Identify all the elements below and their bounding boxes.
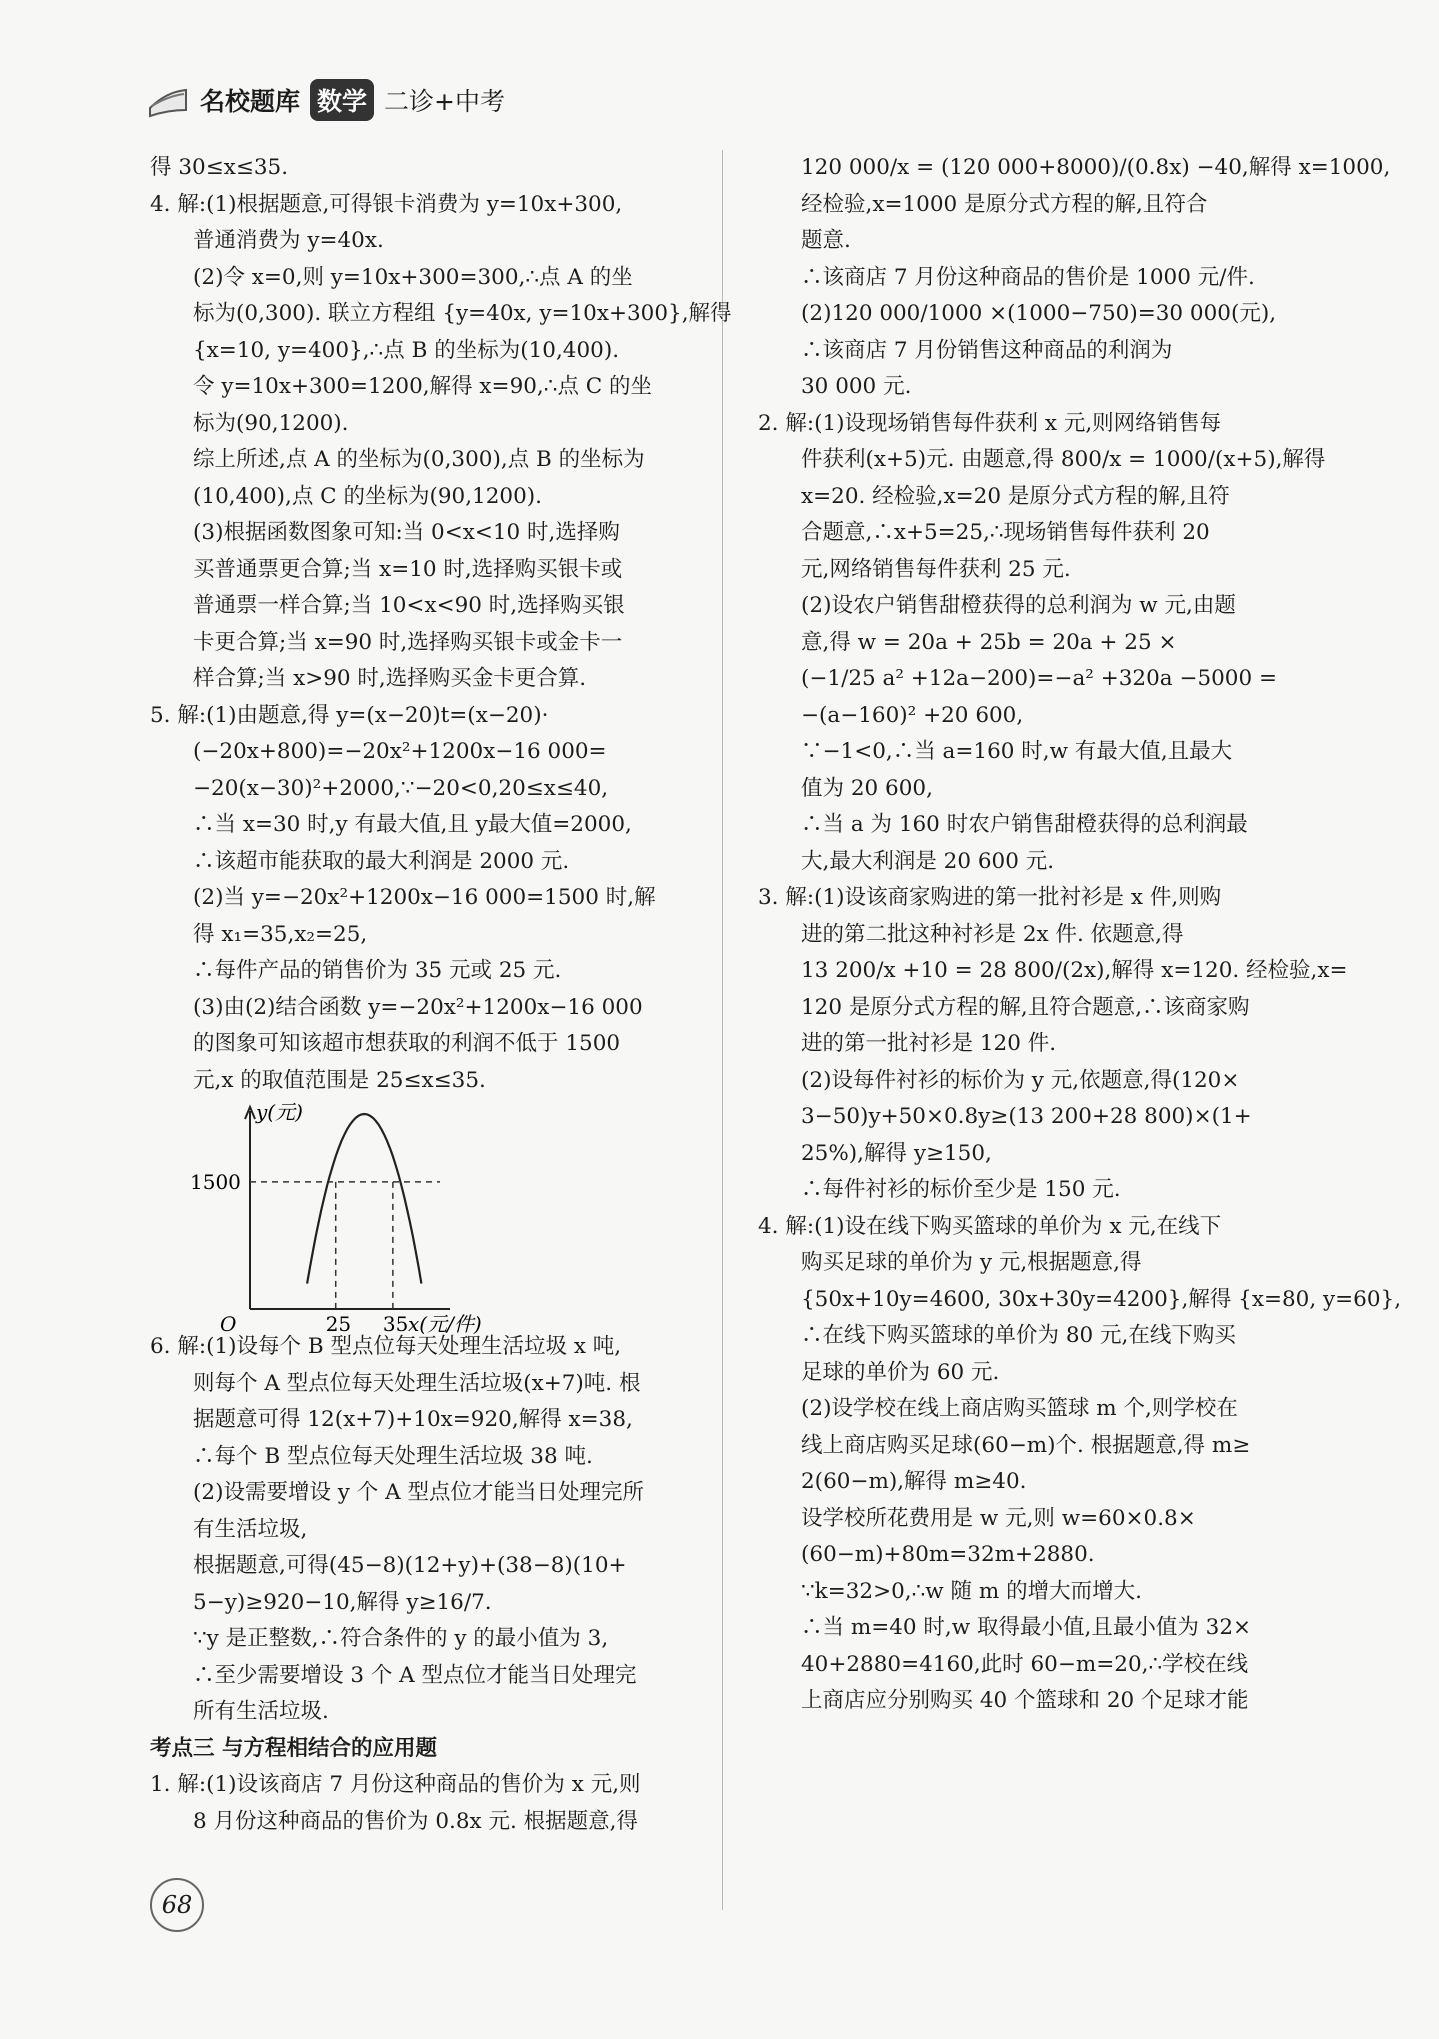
text-line: 6. 解:(1)设每个 B 型点位每天处理生活垃圾 x 吨, [150, 1334, 622, 1359]
text-line: (2)令 x=0,则 y=10x+300=300,∴点 A 的坐 [193, 264, 633, 290]
text-line: 的图象可知该超市想获取的利润不低于 1500 [193, 1031, 621, 1056]
brand-title: 名校题库 [200, 87, 301, 116]
text-line: 标为(0,300). 联立方程组 {y=40x, y=10x+300},解得 [193, 301, 732, 326]
edition-label: 二诊+中考 [384, 87, 505, 116]
column-divider [722, 150, 723, 1910]
text-line: 元,网络销售每件获利 25 元. [801, 556, 1071, 582]
text-line: 购买足球的单价为 y 元,根据题意,得 [801, 1250, 1142, 1275]
text-line: 4. 解:(1)根据题意,可得银卡消费为 y=10x+300, [150, 191, 623, 217]
y-tick-label: 1500 [190, 1169, 241, 1194]
x-axis-label: x(元/件) [408, 1312, 482, 1336]
subject-badge: 数学 [310, 79, 374, 121]
text-line: 设学校所花费用是 w 元,则 w=60×0.8× [801, 1505, 1196, 1531]
text-line: ∴该商店 7 月份销售这种商品的利润为 [801, 337, 1173, 363]
text-line: ∴在线下购买篮球的单价为 80 元,在线下购买 [801, 1323, 1236, 1348]
text-line: 件获利(x+5)元. 由题意,得 800/x = 1000/(x+5),解得 [801, 447, 1326, 472]
page-header [146, 74, 505, 126]
right-column [758, 150, 1402, 1720]
text-line: −(a−160)² +20 600, [801, 702, 1024, 728]
text-line: 题意. [801, 228, 851, 253]
text-line: 足球的单价为 60 元. [801, 1359, 1000, 1385]
text-line: ∴当 x=30 时,y 有最大值,且 y最大值=2000, [193, 812, 632, 837]
text-line: 13 200/x +10 = 28 800/(2x),解得 x=120. 经检验,x= [801, 958, 1348, 983]
text-line: (60−m)+80m=32m+2880. [801, 1542, 1095, 1567]
text-line: 3. 解:(1)设该商家购进的第一批衬衫是 x 件,则购 [758, 885, 1222, 910]
text-line: 有生活垃圾, [193, 1516, 308, 1542]
text-line: 买普通票更合算;当 x=10 时,选择购买银卡或 [193, 556, 623, 582]
text-line: 令 y=10x+300=1200,解得 x=90,∴点 C 的坐 [193, 374, 653, 399]
text-line: (2)120 000/1000 ×(1000−750)=30 000(元), [801, 301, 1277, 326]
text-line: −20(x−30)²+2000,∵−20<0,20≤x≤40, [193, 775, 609, 801]
text-line: (−20x+800)=−20x²+1200x−16 000= [193, 739, 607, 764]
text-line: {50x+10y=4600, 30x+30y=4200},解得 {x=80, y=60}, [801, 1286, 1402, 1312]
text-line: 据题意可得 12(x+7)+10x=920,解得 x=38, [193, 1407, 633, 1432]
text-line: 2. 解:(1)设现场销售每件获利 x 元,则网络销售每 [758, 410, 1222, 436]
text-line: ∴当 m=40 时,w 取得最小值,且最小值为 32× [801, 1615, 1252, 1640]
text-line: 120 是原分式方程的解,且符合题意,∴该商家购 [801, 994, 1250, 1020]
text-line: 值为 20 600, [801, 775, 933, 801]
text-line: (2)设学校在线上商店购买篮球 m 个,则学校在 [801, 1396, 1238, 1421]
text-line: 线上商店购买足球(60−m)个. 根据题意,得 m≥ [801, 1432, 1251, 1458]
x-tick-label: 35 [382, 1312, 409, 1336]
text-line: (2)设每件衬衫的标价为 y 元,依题意,得(120× [801, 1067, 1240, 1093]
text-line: 1. 解:(1)设该商店 7 月份这种商品的售价为 x 元,则 [150, 1772, 641, 1797]
text-line: (−1/25 a² +12a−200)=−a² +320a −5000 = [801, 666, 1278, 691]
text-line: ∴该商店 7 月份这种商品的售价是 1000 元/件. [801, 264, 1255, 290]
text-line: 普通票一样合算;当 10<x<90 时,选择购买银 [193, 593, 625, 618]
text-line: 经检验,x=1000 是原分式方程的解,且符合 [801, 191, 1208, 217]
origin-label: O [220, 1312, 237, 1336]
parabola-curve [307, 1114, 421, 1284]
page-number: 68 [150, 1878, 204, 1932]
text-line: 25%),解得 y≥150, [801, 1140, 992, 1166]
text-line: 8 月份这种商品的售价为 0.8x 元. 根据题意,得 [193, 1808, 639, 1834]
x-tick-label: 25 [325, 1312, 352, 1336]
y-axis-label: y(元) [256, 1100, 303, 1124]
text-line: 120 000/x = (120 000+8000)/(0.8x) −40,解得 x=1000, [801, 155, 1391, 180]
text-line: 样合算;当 x>90 时,选择购买金卡更合算. [193, 666, 587, 691]
text-line: (3)由(2)结合函数 y=−20x²+1200x−16 000 [193, 994, 643, 1020]
text-line: (3)根据函数图象可知:当 0<x<10 时,选择购 [193, 520, 620, 545]
text-line: ∴当 a 为 160 时农户销售甜橙获得的总利润最 [801, 812, 1248, 837]
text-line: ∵k=32>0,∴w 随 m 的增大而增大. [801, 1578, 1142, 1604]
text-line: ∴该超市能获取的最大利润是 2000 元. [193, 848, 570, 874]
text-line: {x=10, y=400},∴点 B 的坐标为(10,400). [193, 337, 620, 363]
text-line: 得 x₁=35,x₂=25, [193, 921, 368, 947]
text-line: 30 000 元. [801, 374, 912, 399]
text-line: (10,400),点 C 的坐标为(90,1200). [193, 483, 542, 509]
text-line: (2)设需要增设 y 个 A 型点位才能当日处理完所 [193, 1480, 644, 1505]
text-line: 上商店应分别购买 40 个篮球和 20 个足球才能 [801, 1688, 1249, 1713]
text-line: 40+2880=4160,此时 60−m=20,∴学校在线 [801, 1651, 1249, 1677]
text-line: (2)设农户销售甜橙获得的总利润为 w 元,由题 [801, 593, 1236, 618]
text-line: 大,最大利润是 20 600 元. [801, 848, 1055, 874]
text-line: ∴至少需要增设 3 个 A 型点位才能当日处理完 [193, 1662, 637, 1688]
text-line: 进的第一批衬衫是 120 件. [801, 1031, 1057, 1056]
text-line: 4. 解:(1)设在线下购买篮球的单价为 x 元,在线下 [758, 1213, 1222, 1239]
text-line: 意,得 w = 20a + 25b = 20a + 25 × [801, 629, 1177, 655]
text-line: 标为(90,1200). [193, 410, 349, 436]
text-line: 综上所述,点 A 的坐标为(0,300),点 B 的坐标为 [193, 447, 645, 472]
text-line: ∴每件衬衫的标价至少是 150 元. [801, 1177, 1121, 1202]
text-line: 5. 解:(1)由题意,得 y=(x−20)t=(x−20)· [150, 702, 549, 728]
left-column [150, 150, 732, 1840]
text-line: 进的第二批这种衬衫是 2x 件. 依题意,得 [801, 921, 1184, 947]
text-line: 卡更合算;当 x=90 时,选择购买银卡或金卡一 [193, 629, 623, 655]
text-line: 根据题意,可得(45−8)(12+y)+(38−8)(10+ [193, 1553, 627, 1578]
text-line: ∴每个 B 型点位每天处理生活垃圾 38 吨. [193, 1443, 593, 1469]
text-line: x=20. 经检验,x=20 是原分式方程的解,且符 [801, 483, 1230, 509]
text-line: 5−y)≥920−10,解得 y≥16/7. [193, 1589, 492, 1615]
text-line: ∵−1<0,∴当 a=160 时,w 有最大值,且最大 [801, 739, 1233, 764]
text-line: 所有生活垃圾. [193, 1699, 329, 1724]
text-line: 合题意,∴x+5=25,∴现场销售每件获利 20 [801, 520, 1210, 545]
text-line: 得 30≤x≤35. [150, 155, 289, 180]
parabola-graph [190, 1099, 695, 1336]
text-line: 3−50)y+50×0.8y≥(13 200+28 800)×(1+ [801, 1104, 1252, 1129]
text-line: 则每个 A 型点位每天处理生活垃圾(x+7)吨. 根 [193, 1370, 641, 1396]
section-heading: 考点三 与方程相结合的应用题 [150, 1735, 437, 1761]
text-line: ∵y 是正整数,∴符合条件的 y 的最小值为 3, [193, 1626, 609, 1651]
text-line: ∴每件产品的销售价为 35 元或 25 元. [193, 958, 562, 983]
text-line: (2)当 y=−20x²+1200x−16 000=1500 时,解 [193, 885, 656, 910]
text-line: 2(60−m),解得 m≥40. [801, 1469, 1027, 1494]
text-line: 普通消费为 y=40x. [193, 228, 384, 253]
text-line: 元,x 的取值范围是 25≤x≤35. [193, 1067, 486, 1093]
book-logo-icon [146, 82, 190, 118]
